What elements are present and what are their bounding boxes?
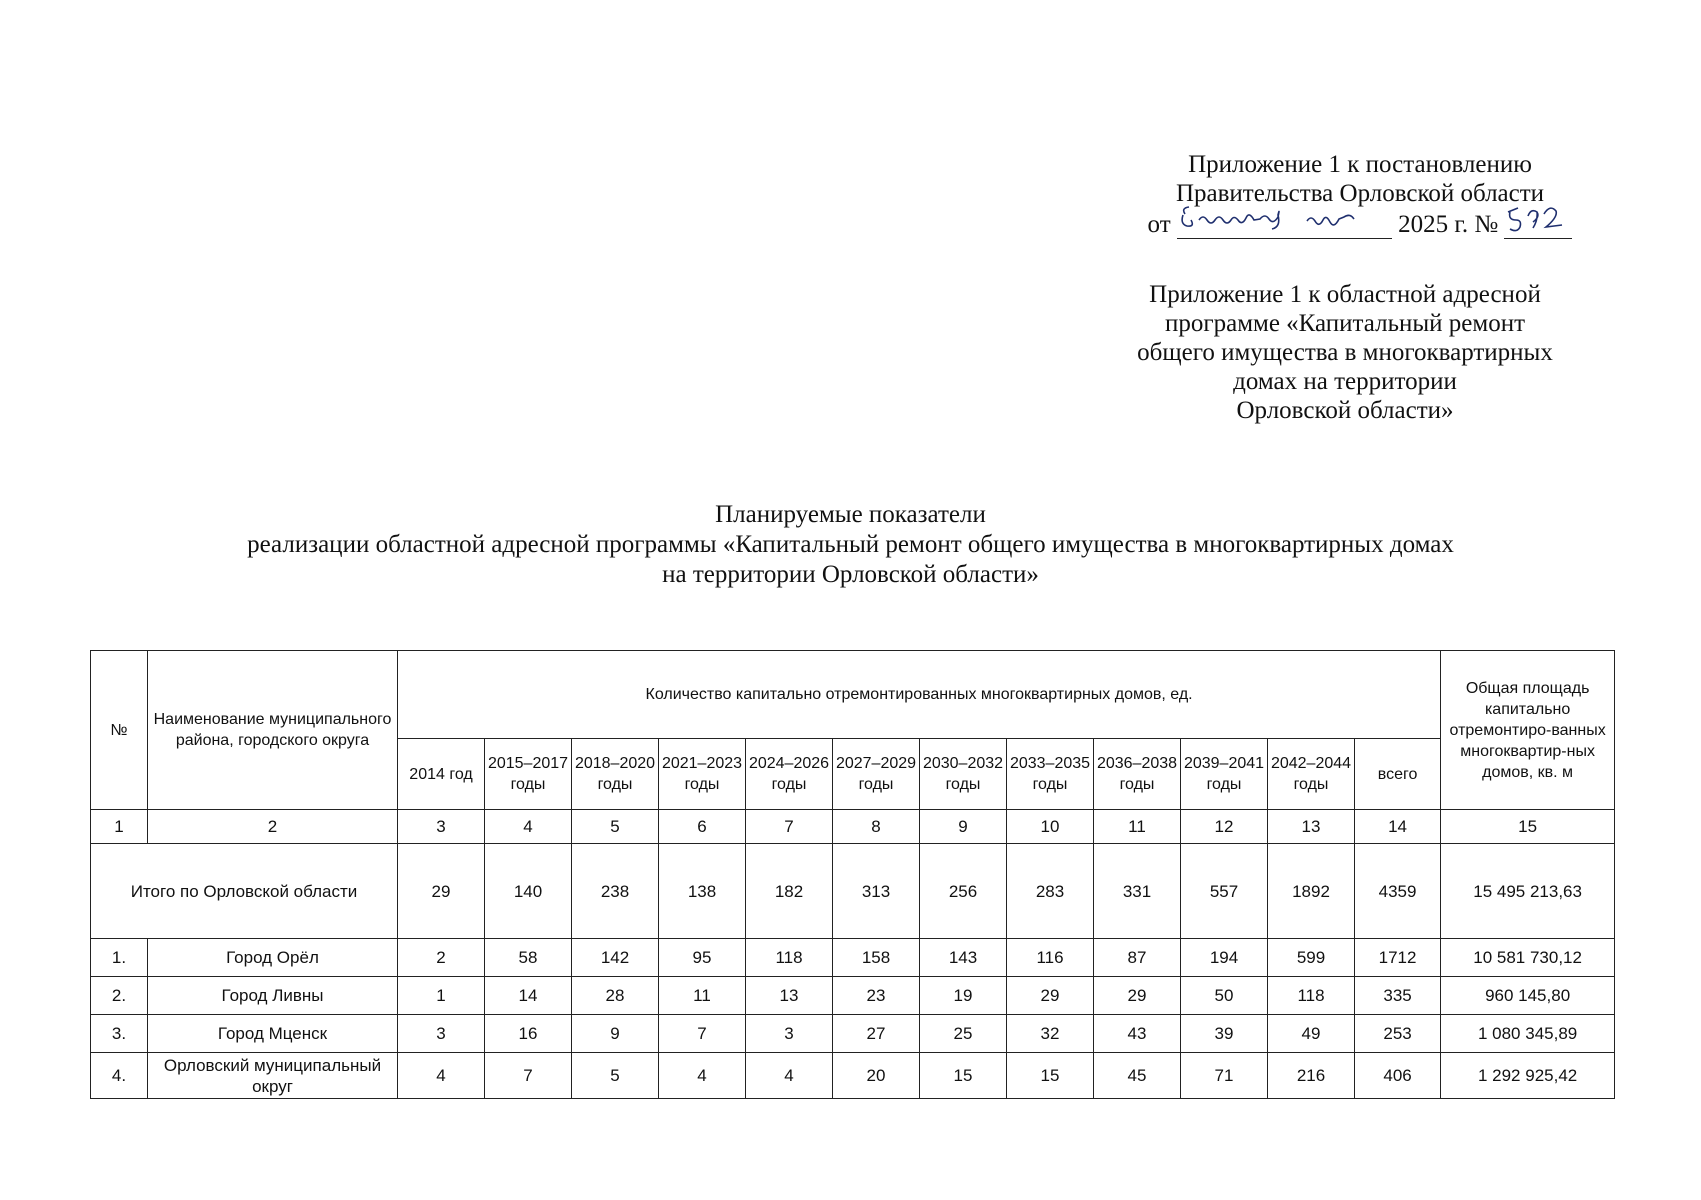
column-number: 6 xyxy=(659,810,746,844)
header-municipality: Наименование муниципального района, городского округа xyxy=(148,651,398,810)
row-value: 71 xyxy=(1181,1053,1268,1099)
row-value: 194 xyxy=(1181,939,1268,977)
header-period: 2018–2020 годы xyxy=(572,739,659,810)
row-number: 3. xyxy=(91,1015,148,1053)
row-number: 1. xyxy=(91,939,148,977)
column-number: 2 xyxy=(148,810,398,844)
column-number: 12 xyxy=(1181,810,1268,844)
row-value: 32 xyxy=(1007,1015,1094,1053)
decree-appendix-line: Правительства Орловской области xyxy=(1175,180,1545,207)
row-value: 45 xyxy=(1094,1053,1181,1099)
row-value: 158 xyxy=(833,939,920,977)
row-value: 23 xyxy=(833,977,920,1015)
total-value: 256 xyxy=(920,844,1007,939)
header-number: № xyxy=(91,651,148,810)
year-and-number-label: 2025 г. № xyxy=(1398,211,1499,238)
total-value: 1892 xyxy=(1268,844,1355,939)
total-value: 283 xyxy=(1007,844,1094,939)
total-value: 4359 xyxy=(1355,844,1441,939)
program-appendix-note xyxy=(1085,280,1605,425)
row-value: 39 xyxy=(1181,1015,1268,1053)
header-period: всего xyxy=(1355,739,1441,810)
row-value: 7 xyxy=(485,1053,572,1099)
handwritten-date xyxy=(1177,208,1392,239)
row-value: 4 xyxy=(746,1053,833,1099)
column-number: 5 xyxy=(572,810,659,844)
row-value: 14 xyxy=(485,977,572,1015)
table-row xyxy=(91,977,1615,1015)
program-appendix-line: общего имущества в многоквартирных xyxy=(1137,339,1553,366)
header-period: 2027–2029 годы xyxy=(833,739,920,810)
row-value: 13 xyxy=(746,977,833,1015)
column-number: 14 xyxy=(1355,810,1441,844)
document-title xyxy=(0,500,1701,590)
row-value: 29 xyxy=(1094,977,1181,1015)
row-value: 4 xyxy=(659,1053,746,1099)
row-value: 20 xyxy=(833,1053,920,1099)
total-value: 238 xyxy=(572,844,659,939)
decree-date-line xyxy=(1100,208,1620,239)
row-value: 9 xyxy=(572,1015,659,1053)
total-value: 313 xyxy=(833,844,920,939)
header-period: 2014 год xyxy=(398,739,485,810)
title-line: Планируемые показатели xyxy=(715,501,986,528)
header-period: 2021–2023 годы xyxy=(659,739,746,810)
row-value: 4 xyxy=(398,1053,485,1099)
row-value: 58 xyxy=(485,939,572,977)
column-number: 1 xyxy=(91,810,148,844)
row-value: 43 xyxy=(1094,1015,1181,1053)
row-value: 143 xyxy=(920,939,1007,977)
row-value: 49 xyxy=(1268,1015,1355,1053)
indicators-table xyxy=(90,650,1615,1099)
row-value: 1 xyxy=(398,977,485,1015)
row-value: 19 xyxy=(920,977,1007,1015)
date-prefix: от xyxy=(1147,211,1171,238)
total-label: Итого по Орловской области xyxy=(91,844,398,939)
handwritten-number xyxy=(1504,208,1572,239)
row-area: 1 080 345,89 xyxy=(1441,1015,1615,1053)
header-period: 2024–2026 годы xyxy=(746,739,833,810)
decree-appendix-note xyxy=(1100,150,1620,239)
row-area: 10 581 730,12 xyxy=(1441,939,1615,977)
column-number: 8 xyxy=(833,810,920,844)
total-value: 557 xyxy=(1181,844,1268,939)
total-value: 331 xyxy=(1094,844,1181,939)
handwritten-date-signature xyxy=(1177,202,1392,238)
row-value: 5 xyxy=(572,1053,659,1099)
row-value: 3 xyxy=(398,1015,485,1053)
table-body xyxy=(91,810,1615,1099)
total-area: 15 495 213,63 xyxy=(1441,844,1615,939)
row-value: 142 xyxy=(572,939,659,977)
table-row xyxy=(91,939,1615,977)
handwritten-number-signature xyxy=(1504,202,1572,238)
row-value: 118 xyxy=(1268,977,1355,1015)
row-municipality: Город Ливны xyxy=(148,977,398,1015)
column-number-row xyxy=(91,810,1615,844)
column-number: 4 xyxy=(485,810,572,844)
column-number: 7 xyxy=(746,810,833,844)
program-appendix-line: программе «Капитальный ремонт xyxy=(1164,310,1526,337)
row-value: 599 xyxy=(1268,939,1355,977)
row-value: 2 xyxy=(398,939,485,977)
row-value: 15 xyxy=(1007,1053,1094,1099)
program-appendix-line: Приложение 1 к областной адресной xyxy=(1149,281,1541,308)
row-value: 28 xyxy=(572,977,659,1015)
row-value: 11 xyxy=(659,977,746,1015)
row-value: 118 xyxy=(746,939,833,977)
title-line: на территории Орловской области» xyxy=(662,561,1039,588)
column-number: 13 xyxy=(1268,810,1355,844)
program-appendix-line: домах на территории xyxy=(1233,368,1457,395)
total-value: 140 xyxy=(485,844,572,939)
row-value: 253 xyxy=(1355,1015,1441,1053)
row-value: 7 xyxy=(659,1015,746,1053)
column-number: 9 xyxy=(920,810,1007,844)
table-row xyxy=(91,1053,1615,1099)
title-line: реализации областной адресной программы «Капитальный ремонт общего имущества в многоквартирных домах xyxy=(247,531,1454,558)
header-period: 2036–2038 годы xyxy=(1094,739,1181,810)
column-number: 3 xyxy=(398,810,485,844)
column-number: 10 xyxy=(1007,810,1094,844)
row-municipality: Орловский муниципальный округ xyxy=(148,1053,398,1099)
header-total-area: Общая площадь капитально отремонтиро-ванных многоквартир-ных домов, кв. м xyxy=(1441,651,1615,810)
row-value: 25 xyxy=(920,1015,1007,1053)
header-period: 2042–2044 годы xyxy=(1268,739,1355,810)
header-repaired-count: Количество капитально отремонтированных многоквартирных домов, ед. xyxy=(398,651,1441,739)
header-period: 2030–2032 годы xyxy=(920,739,1007,810)
header-period: 2033–2035 годы xyxy=(1007,739,1094,810)
row-value: 116 xyxy=(1007,939,1094,977)
row-value: 335 xyxy=(1355,977,1441,1015)
row-value: 87 xyxy=(1094,939,1181,977)
total-row xyxy=(91,844,1615,939)
total-value: 29 xyxy=(398,844,485,939)
row-municipality: Город Мценск xyxy=(148,1015,398,1053)
header-period: 2039–2041 годы xyxy=(1181,739,1268,810)
row-value: 50 xyxy=(1181,977,1268,1015)
row-number: 2. xyxy=(91,977,148,1015)
row-area: 1 292 925,42 xyxy=(1441,1053,1615,1099)
header-period: 2015–2017 годы xyxy=(485,739,572,810)
row-number: 4. xyxy=(91,1053,148,1099)
column-number: 15 xyxy=(1441,810,1615,844)
row-value: 27 xyxy=(833,1015,920,1053)
program-appendix-line: Орловской области» xyxy=(1236,397,1454,424)
table-row xyxy=(91,1015,1615,1053)
row-value: 95 xyxy=(659,939,746,977)
row-value: 3 xyxy=(746,1015,833,1053)
row-municipality: Город Орёл xyxy=(148,939,398,977)
total-value: 182 xyxy=(746,844,833,939)
row-value: 29 xyxy=(1007,977,1094,1015)
row-value: 16 xyxy=(485,1015,572,1053)
row-value: 1712 xyxy=(1355,939,1441,977)
row-value: 406 xyxy=(1355,1053,1441,1099)
decree-appendix-line: Приложение 1 к постановлению xyxy=(1188,151,1532,178)
total-value: 138 xyxy=(659,844,746,939)
row-value: 15 xyxy=(920,1053,1007,1099)
row-value: 216 xyxy=(1268,1053,1355,1099)
column-number: 11 xyxy=(1094,810,1181,844)
table-header-row xyxy=(91,651,1615,739)
row-area: 960 145,80 xyxy=(1441,977,1615,1015)
